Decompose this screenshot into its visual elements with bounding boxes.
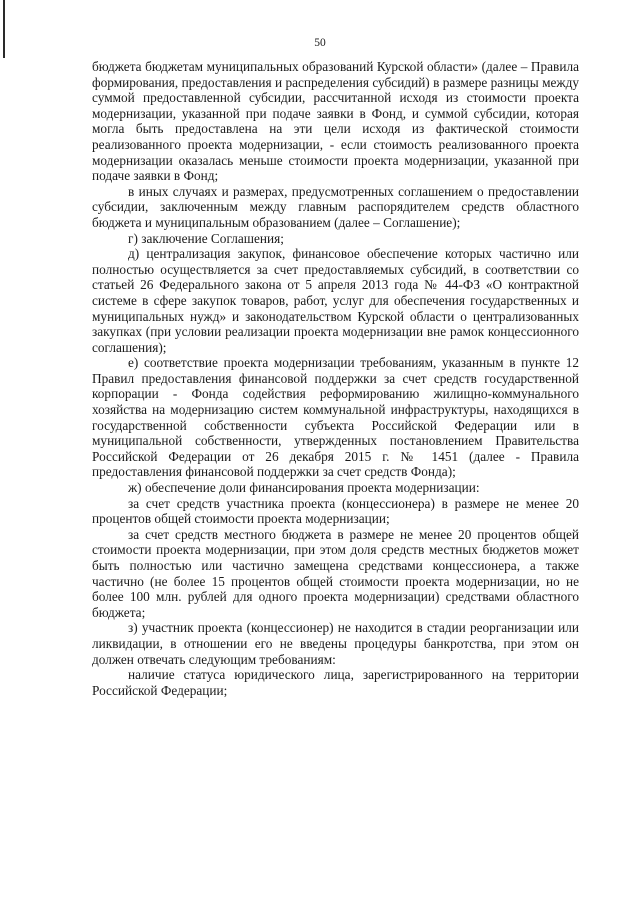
paragraph-other-cases: в иных случаях и размерах, предусмотренных соглашением о предоставлении субсидии, заключенным между главным распорядителем средств областного бюджета и муниципальным образованием (далее – Соглашение); bbox=[92, 183, 579, 230]
paragraph-item-g: г) заключение Соглашения; bbox=[128, 230, 284, 246]
document-body bbox=[92, 59, 579, 698]
paragraph-item-e: е) соответствие проекта модернизации требованиям, указанным в пункте 12 Правил предоставления финансовой поддержки за счет средств государственной корпорации - Фонда содействия реформированию жилищно-коммунального хозяйства на модернизацию систем коммунальной инфраструктуры, находящихся в государственной собственности субъекта Российской Федерации или в муниципальной собственности, утвержденных постановлением Правительства Российской Федерации от 26 декабря 2015 г. № 1451 (далее - Правила предоставления финансовой поддержки за счет средств Фонда); bbox=[92, 355, 579, 480]
paragraph-legal-entity-status: наличие статуса юридического лица, зарегистрированного на территории Российской Федерации; bbox=[92, 667, 579, 698]
paragraph-item-z: з) участник проекта (концессионер) не находится в стадии реорганизации или ликвидации, в отношении его не введены процедуры банкротства, при этом он должен отвечать следующим требованиям: bbox=[92, 620, 579, 667]
page-number: 50 bbox=[314, 37, 326, 49]
paragraph-concessionaire-share: за счет средств участника проекта (концессионера) в размере не менее 20 процентов общей стоимости проекта модернизации; bbox=[92, 495, 579, 527]
paragraph-continuation: бюджета бюджетам муниципальных образований Курской области» (далее – Правила формирования, предоставления и распределения субсидий) в размере разницы между суммой предоставленной субсидии, рассчитанной исходя из стоимости проекта модернизации, указанной при подаче заявки в Фонд, и суммой субсидии, которая могла быть предоставлена на эти цели исходя из фактической стоимости реализованного проекта модернизации, - если стоимость реализованного проекта модернизации оказалась меньше стоимости проекта модернизации, указанной при подаче заявки в Фонд; bbox=[92, 59, 579, 184]
paragraph-local-budget-share: за счет средств местного бюджета в размере не менее 20 процентов общей стоимости проекта модернизации, при этом доля средств местных бюджетов может быть полностью или частично замещена средствами концессионера, а также частично (не более 15 процентов общей стоимости проекта модернизации, но не более 100 млн. рублей для одного проекта модернизации) средствами областного бюджета; bbox=[92, 526, 579, 620]
paragraph-item-zh: ж) обеспечение доли финансирования проекта модернизации: bbox=[128, 480, 480, 496]
paragraph-item-d: д) централизация закупок, финансовое обеспечение которых частично или полностью осуществляется за счет предоставляемых субсидий, в соответствии со статьей 26 Федерального закона от 5 апреля 2013 года № 44-ФЗ «О контрактной системе в сфере закупок товаров, работ, услуг для обеспечения государственных и муниципальных нужд» и законодательством Курской области о централизованных закупках (при условии реализации проекта модернизации вне рамок концессионного соглашения); bbox=[92, 246, 579, 355]
